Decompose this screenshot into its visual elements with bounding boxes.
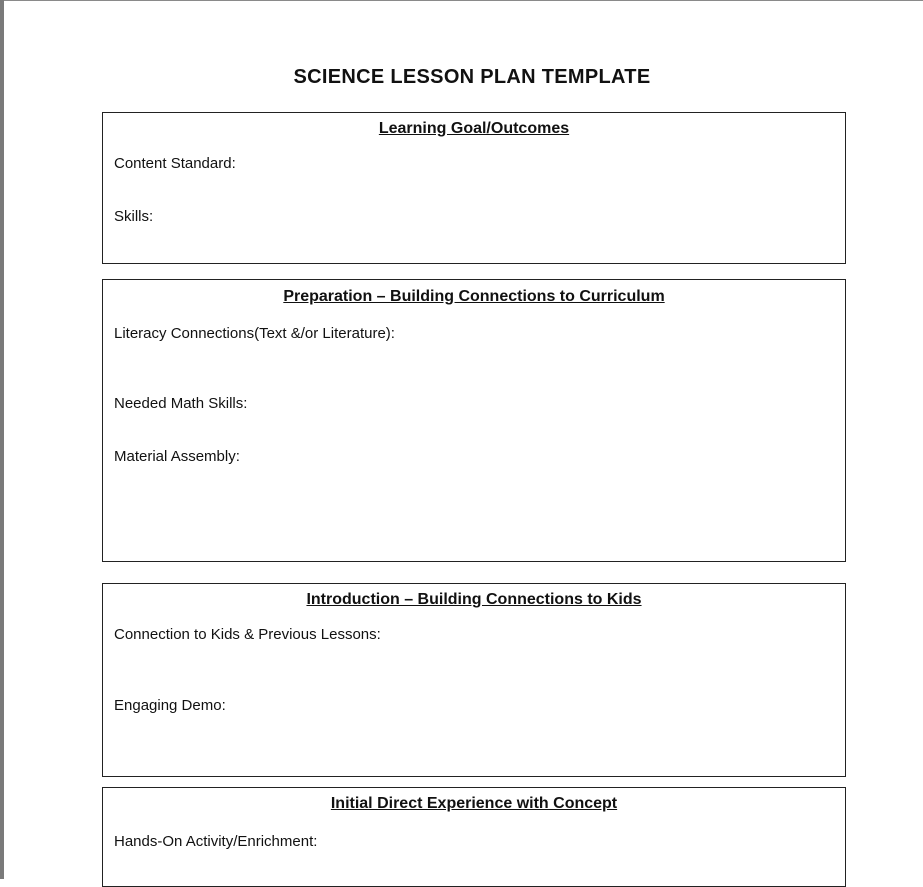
- section-heading: Learning Goal/Outcomes: [378, 120, 570, 137]
- page-left-edge: [0, 0, 4, 879]
- section-heading: Initial Direct Experience with Concept: [330, 795, 618, 812]
- literacy-connections-label: Literacy Connections(Text &/or Literature):: [114, 325, 395, 342]
- section-preparation: [102, 279, 846, 562]
- skills-label: Skills:: [114, 208, 154, 225]
- document-title: SCIENCE LESSON PLAN TEMPLATE: [293, 66, 651, 88]
- hands-on-activity-label: Hands-On Activity/Enrichment:: [114, 833, 318, 850]
- content-standard-label: Content Standard:: [114, 155, 236, 172]
- engaging-demo-label: Engaging Demo:: [114, 697, 226, 714]
- section-introduction: [102, 583, 846, 777]
- connection-to-kids-label: Connection to Kids & Previous Lessons:: [114, 626, 381, 643]
- section-heading: Preparation – Building Connections to Curriculum: [283, 288, 665, 305]
- section-learning-goal: [102, 112, 846, 264]
- section-heading: Introduction – Building Connections to Kids: [306, 591, 642, 608]
- needed-math-skills-label: Needed Math Skills:: [114, 395, 248, 412]
- page-top-edge: [0, 0, 923, 1]
- section-initial-direct-experience: [102, 787, 846, 887]
- material-assembly-label: Material Assembly:: [114, 448, 240, 465]
